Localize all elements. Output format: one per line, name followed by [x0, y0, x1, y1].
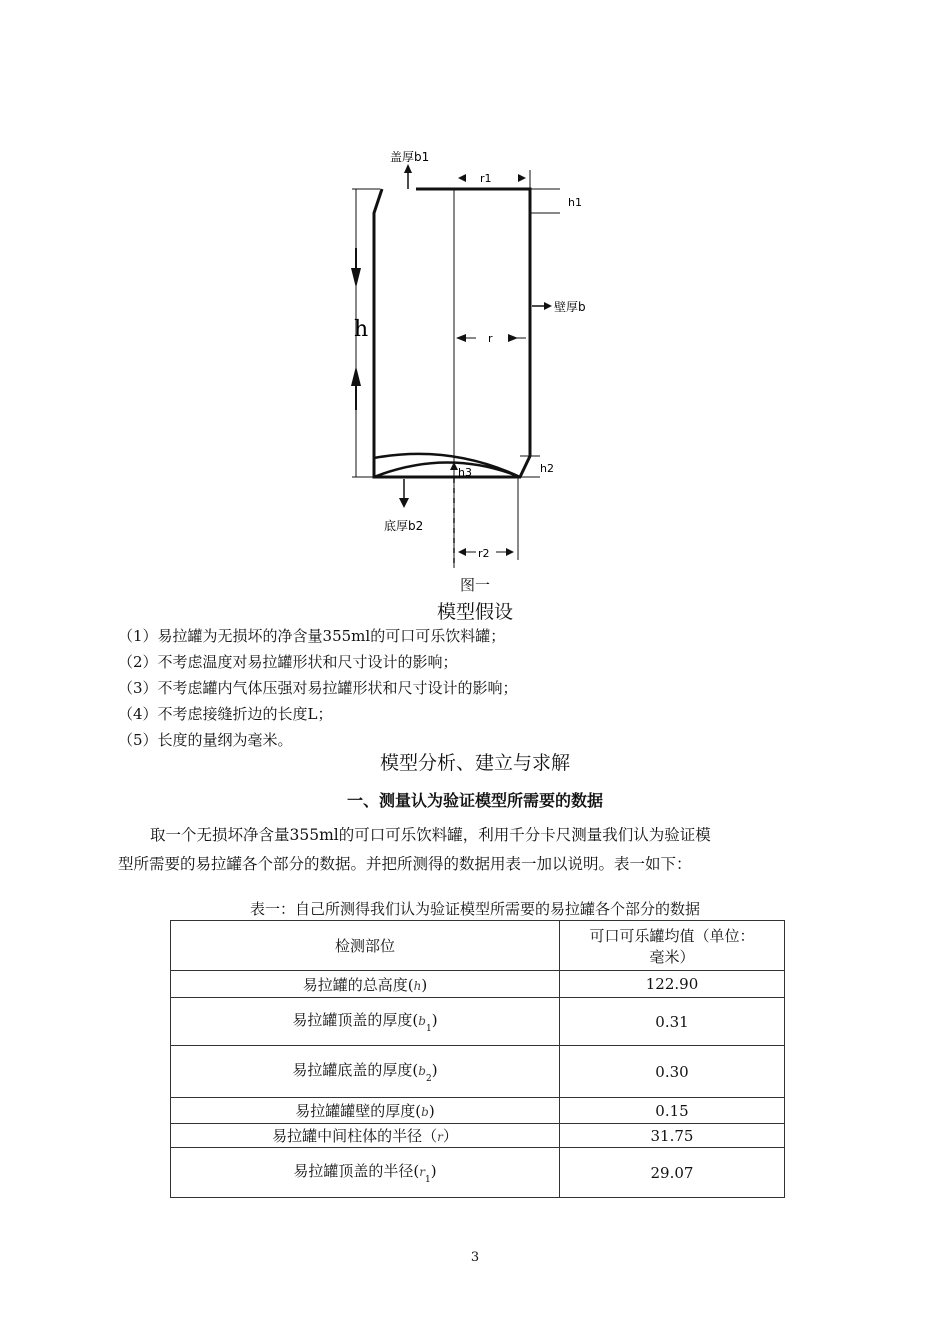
label-r: r: [488, 332, 493, 345]
row-label: 易拉罐的总高度(h): [171, 971, 560, 998]
label-h3: h3: [458, 466, 472, 479]
paragraph-line: 型所需要的易拉罐各个部分的数据。并把所测得的数据用表一加以说明。表一如下：: [118, 855, 692, 873]
table-row: [171, 1098, 785, 1124]
analysis-paragraph: [118, 821, 836, 879]
row-value: 122.90: [560, 971, 785, 998]
analysis-subtitle: 一、测量认为验证模型所需要的数据: [346, 791, 603, 810]
measurement-table: [170, 920, 785, 1198]
label-r2: r2: [478, 547, 490, 560]
row-label: 易拉罐底盖的厚度$(b_2)$: [171, 1046, 560, 1098]
table-row: [171, 998, 785, 1046]
row-label: 易拉罐罐壁的厚度(b): [171, 1098, 560, 1124]
label-b2: 底厚b2: [384, 519, 424, 533]
row-label: 易拉罐中间柱体的半径（r）: [171, 1124, 560, 1148]
can-outline: [374, 189, 530, 477]
row-label: 易拉罐顶盖的半径$(r_1)$: [171, 1148, 560, 1198]
label-h1: h1: [568, 196, 582, 209]
table-row: [171, 1046, 785, 1098]
arrow-up-icon: [351, 366, 361, 386]
arrow-down-icon: [351, 268, 361, 288]
page-number: 3: [470, 1250, 480, 1265]
row-value: 0.15: [560, 1098, 785, 1124]
row-value: 31.75: [560, 1124, 785, 1148]
assumption-item: （3）不考虑罐内气体压强对易拉罐形状和尺寸设计的影响；: [118, 679, 518, 697]
label-h: h: [354, 317, 369, 342]
assumption-item: （4）不考虑接缝折边的长度L；: [118, 705, 333, 723]
table-row: [171, 971, 785, 998]
header-cell: 检测部位: [171, 921, 560, 971]
can-diagram: [340, 148, 600, 568]
label-b1: 盖厚b1: [390, 150, 430, 164]
label-r1: r1: [480, 172, 492, 185]
table-caption: 表一：自己所测得我们认为验证模型所需要的易拉罐各个部分的数据: [249, 900, 700, 918]
arrow-down-icon: [399, 498, 409, 508]
paragraph-line: 取一个无损坏净含量355ml的可口可乐饮料罐，利用千分卡尺测量我们认为验证模: [150, 826, 711, 844]
header-cell: 可口可乐罐均值（单位： 毫米）: [560, 921, 785, 971]
assumption-item: （2）不考虑温度对易拉罐形状和尺寸设计的影响；: [118, 653, 458, 671]
assumptions-title: 模型假设: [436, 601, 513, 623]
table-row: [171, 1124, 785, 1148]
table-header-row: [171, 921, 785, 971]
can-bottom-dome: [374, 454, 520, 477]
row-value: 29.07: [560, 1148, 785, 1198]
row-value: 0.31: [560, 998, 785, 1046]
table-row: [171, 1148, 785, 1198]
figure-caption: 图一: [459, 576, 490, 594]
row-label: 易拉罐顶盖的厚度$(b_1)$: [171, 998, 560, 1046]
assumption-item: （1）易拉罐为无损坏的净含量355ml的可口可乐饮料罐；: [118, 627, 506, 645]
arrow-up-icon: [404, 164, 412, 173]
assumption-item: （5）长度的量纲为毫米。: [118, 731, 293, 749]
label-b: 壁厚b: [554, 300, 586, 314]
label-h2: h2: [540, 462, 554, 475]
analysis-title: 模型分析、建立与求解: [379, 752, 570, 774]
row-value: 0.30: [560, 1046, 785, 1098]
